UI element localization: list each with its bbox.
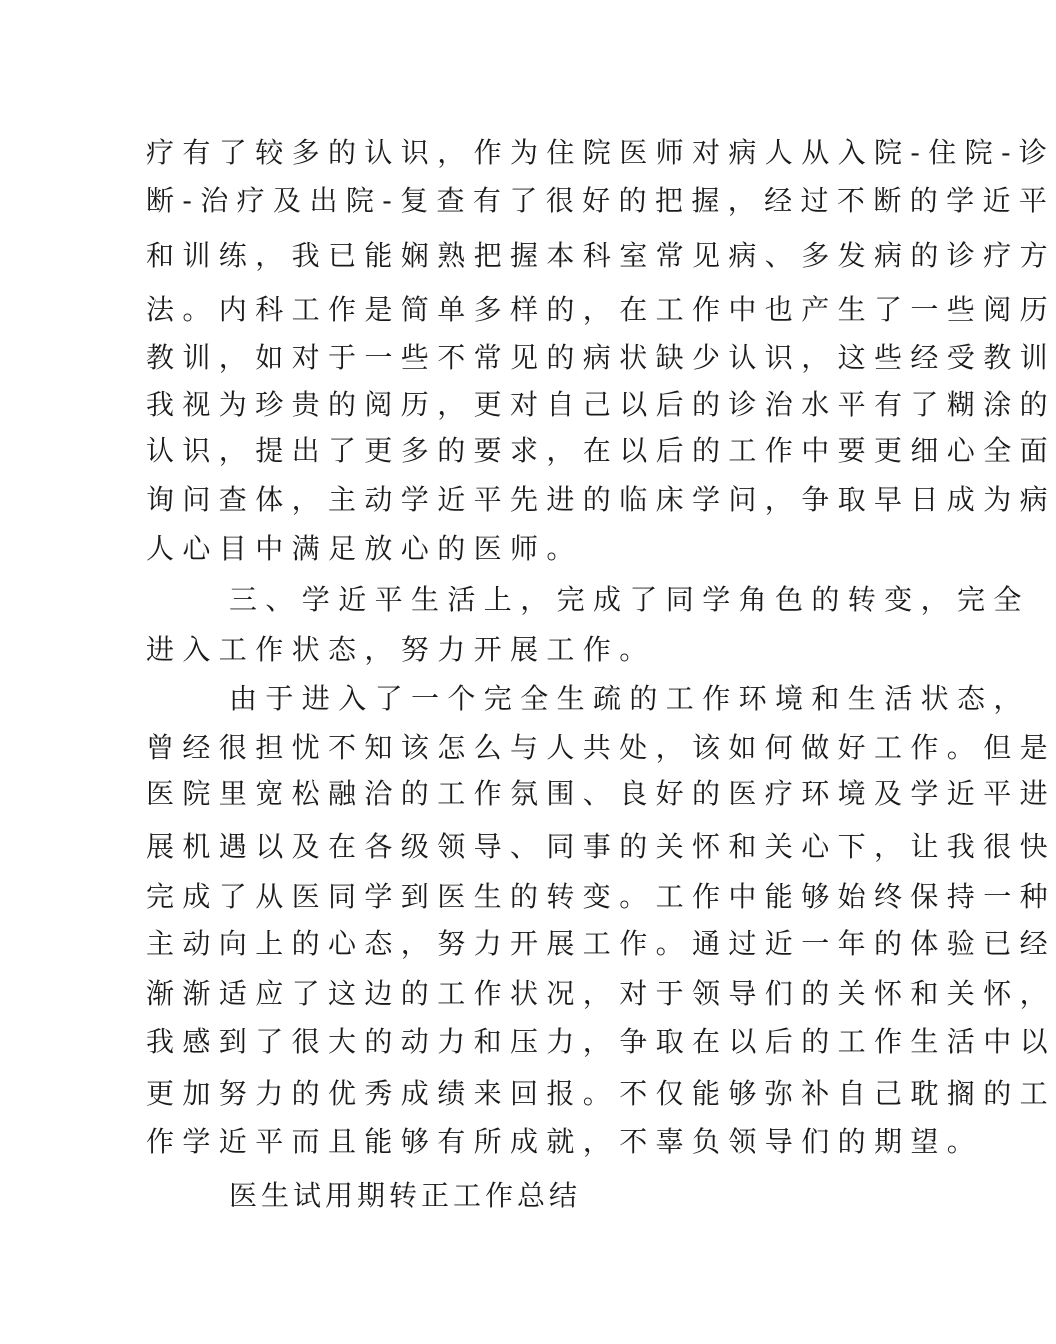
text-line: 曾经很担忧不知该怎么与人共处，该如何做好工作。但是 [146, 731, 1056, 764]
text-line: 更加努力的优秀成绩来回报。不仅能够弥补自己耽搁的工 [146, 1077, 1056, 1110]
document-subtitle: 医生试用期转正工作总结 [229, 1179, 582, 1212]
text-line: 教训，如对于一些不常见的病状缺少认识，这些经受教训 [146, 341, 1056, 374]
section-heading-line: 进入工作状态，努力开展工作。 [146, 633, 656, 666]
text-line: 渐渐适应了这边的工作状况，对于领导们的关怀和关怀， [146, 977, 1056, 1010]
text-line: 主动向上的心态，努力开展工作。通过近一年的体验已经 [146, 927, 1056, 960]
text-line: 由于进入了一个完全生疏的工作环境和生活状态， [229, 682, 1030, 715]
text-line: 和训练，我已能娴熟把握本科室常见病、多发病的诊疗方 [146, 239, 1056, 272]
text-line: 认识，提出了更多的要求，在以后的工作中要更细心全面 [146, 434, 1056, 467]
text-line: 询问查体，主动学近平先进的临床学问，争取早日成为病 [146, 483, 1056, 516]
text-line: 作学近平而且能够有所成就，不辜负领导们的期望。 [146, 1125, 984, 1158]
text-line: 完成了从医同学到医生的转变。工作中能够始终保持一种 [146, 880, 1056, 913]
text-line: 法。内科工作是简单多样的，在工作中也产生了一些阅历 [146, 293, 1056, 326]
section-heading-line: 三、学近平生活上，完成了同学角色的转变，完全 [229, 583, 1030, 616]
text-line: 展机遇以及在各级领导、同事的关怀和关心下，让我很快 [146, 830, 1056, 863]
text-line: 断-治疗及出院-复查有了很好的把握，经过不断的学近平 [146, 184, 1056, 217]
text-line: 人心目中满足放心的医师。 [146, 532, 583, 565]
text-line: 医院里宽松融洽的工作氛围、良好的医疗环境及学近平进 [146, 777, 1056, 810]
text-line: 我视为珍贵的阅历，更对自己以后的诊治水平有了糊涂的 [146, 388, 1056, 421]
text-line: 疗有了较多的认识，作为住院医师对病人从入院-住院-诊 [146, 136, 1056, 169]
text-line: 我感到了很大的动力和压力，争取在以后的工作生活中以 [146, 1025, 1056, 1058]
